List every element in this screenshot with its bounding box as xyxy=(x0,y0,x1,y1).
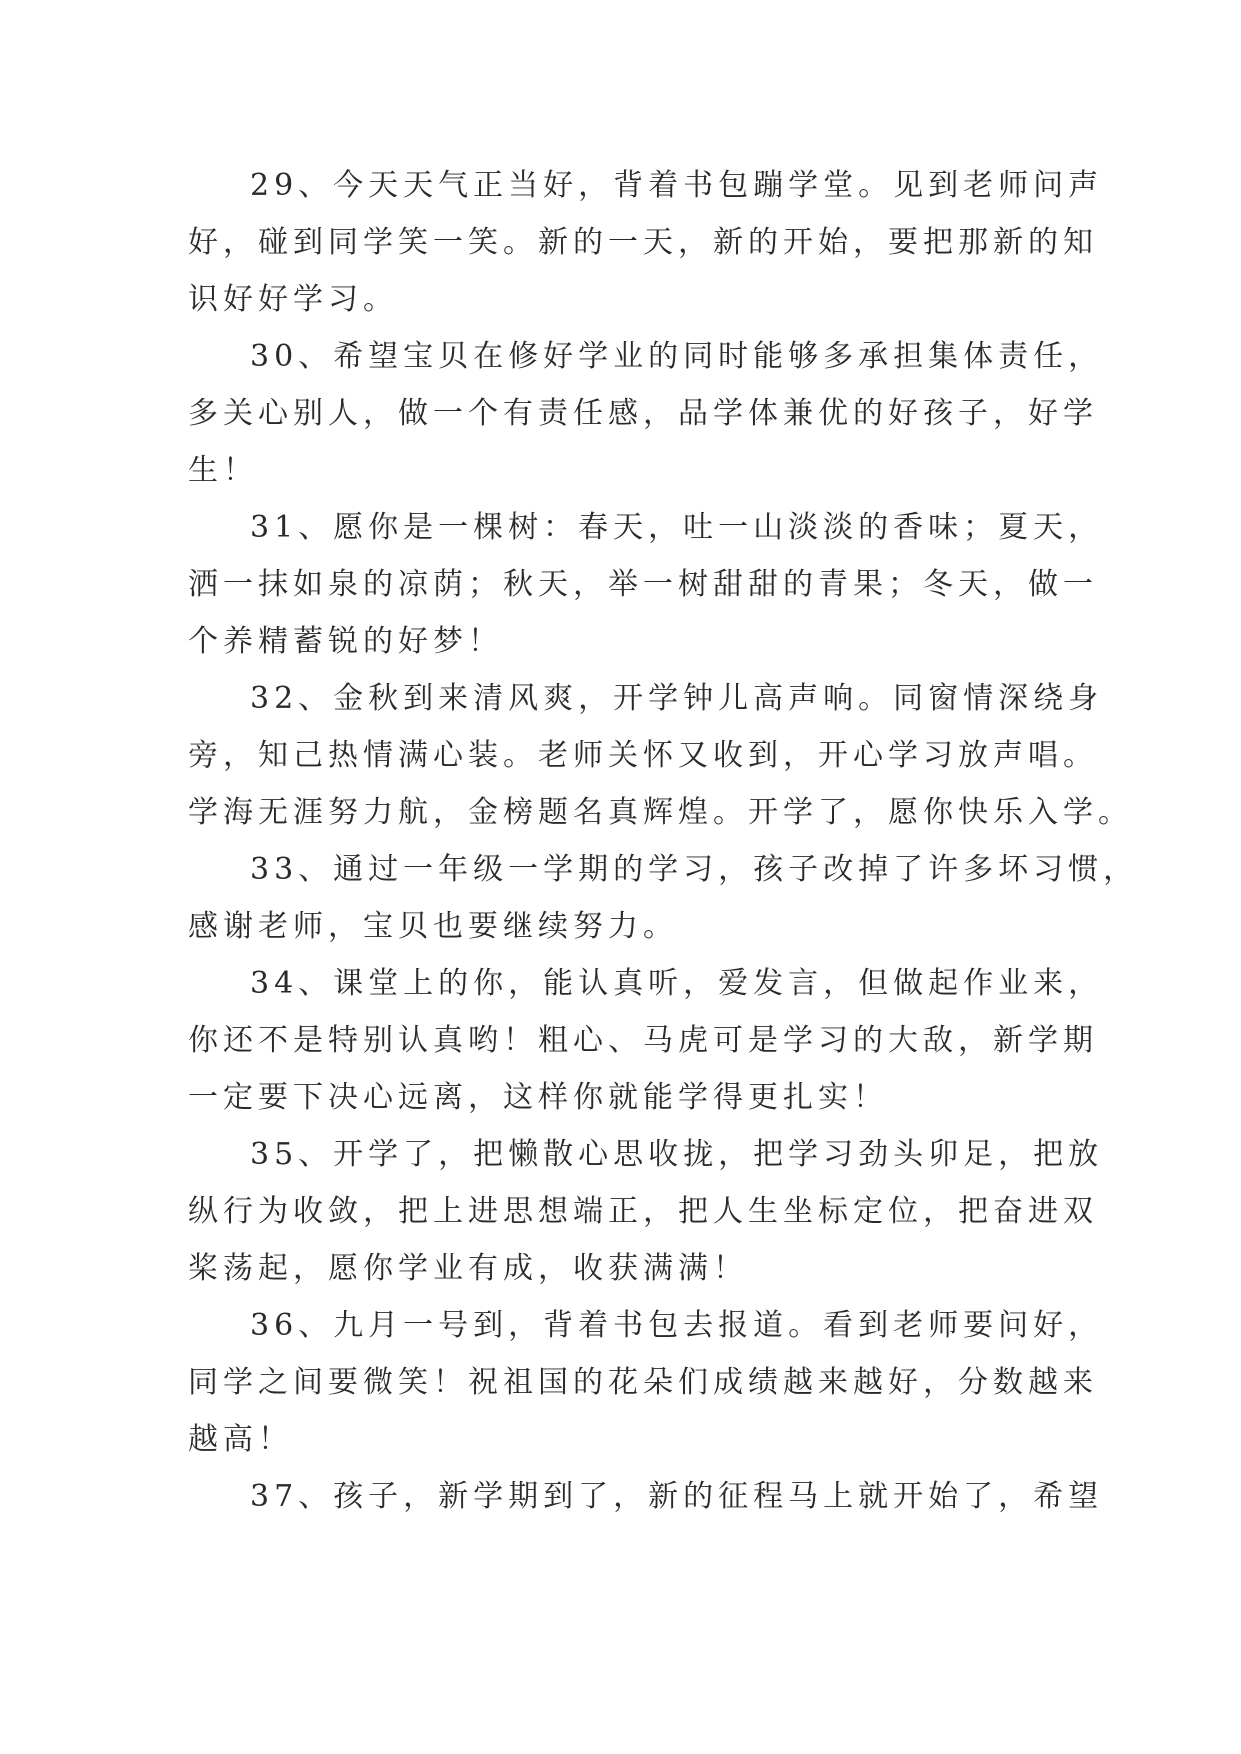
text-line: 洒一抹如泉的凉荫；秋天，举一树甜甜的青果；冬天，做一 xyxy=(188,567,1098,602)
paragraph-31 xyxy=(188,499,1104,670)
text-line: 31、愿你是一棵树：春天，吐一山淡淡的香味；夏天， xyxy=(250,510,1104,545)
text-line: 个养精蓄锐的好梦！ xyxy=(188,624,503,659)
text-line: 桨荡起，愿你学业有成，收获满满！ xyxy=(188,1251,748,1286)
text-line: 35、开学了，把懒散心思收拢，把学习劲头卯足，把放 xyxy=(250,1137,1104,1172)
text-line: 你还不是特别认真哟！粗心、马虎可是学习的大敌，新学期 xyxy=(188,1023,1098,1058)
text-line: 37、孩子，新学期到了，新的征程马上就开始了，希望 xyxy=(250,1479,1104,1514)
text-line: 同学之间要微笑！祝祖国的花朵们成绩越来越好，分数越来 xyxy=(188,1365,1098,1400)
paragraph-29 xyxy=(188,157,1104,328)
text-line: 学海无涯努力航，金榜题名真辉煌。开学了，愿你快乐入学。 xyxy=(188,795,1133,830)
text-line: 生！ xyxy=(188,453,258,488)
text-line: 29、今天天气正当好，背着书包蹦学堂。见到老师问声 xyxy=(250,168,1104,203)
text-line: 纵行为收敛，把上进思想端正，把人生坐标定位，把奋进双 xyxy=(188,1194,1098,1229)
paragraph-30 xyxy=(188,328,1104,499)
text-line: 一定要下决心远离，这样你就能学得更扎实！ xyxy=(188,1080,888,1115)
text-line: 识好好学习。 xyxy=(188,282,398,317)
text-line: 旁，知己热情满心装。老师关怀又收到，开心学习放声唱。 xyxy=(188,738,1098,773)
text-line: 多关心别人，做一个有责任感，品学体兼优的好孩子，好学 xyxy=(188,396,1098,431)
text-line: 好，碰到同学笑一笑。新的一天，新的开始，要把那新的知 xyxy=(188,225,1098,260)
paragraph-34 xyxy=(188,955,1104,1126)
text-line: 越高！ xyxy=(188,1422,293,1457)
text-line: 36、九月一号到，背着书包去报道。看到老师要问好， xyxy=(250,1308,1104,1343)
text-line: 34、课堂上的你，能认真听，爱发言，但做起作业来， xyxy=(250,966,1104,1001)
paragraph-32 xyxy=(188,670,1133,841)
paragraph-35 xyxy=(188,1126,1104,1297)
paragraph-37 xyxy=(188,1468,1104,1525)
document-body xyxy=(188,157,1139,1525)
text-line: 33、通过一年级一学期的学习，孩子改掉了许多坏习惯， xyxy=(250,852,1139,887)
paragraph-36 xyxy=(188,1297,1104,1468)
text-line: 30、希望宝贝在修好学业的同时能够多承担集体责任， xyxy=(250,339,1104,374)
paragraph-33 xyxy=(188,841,1139,955)
text-line: 32、金秋到来清风爽，开学钟儿高声响。同窗情深绕身 xyxy=(250,681,1104,716)
text-line: 感谢老师，宝贝也要继续努力。 xyxy=(188,909,678,944)
